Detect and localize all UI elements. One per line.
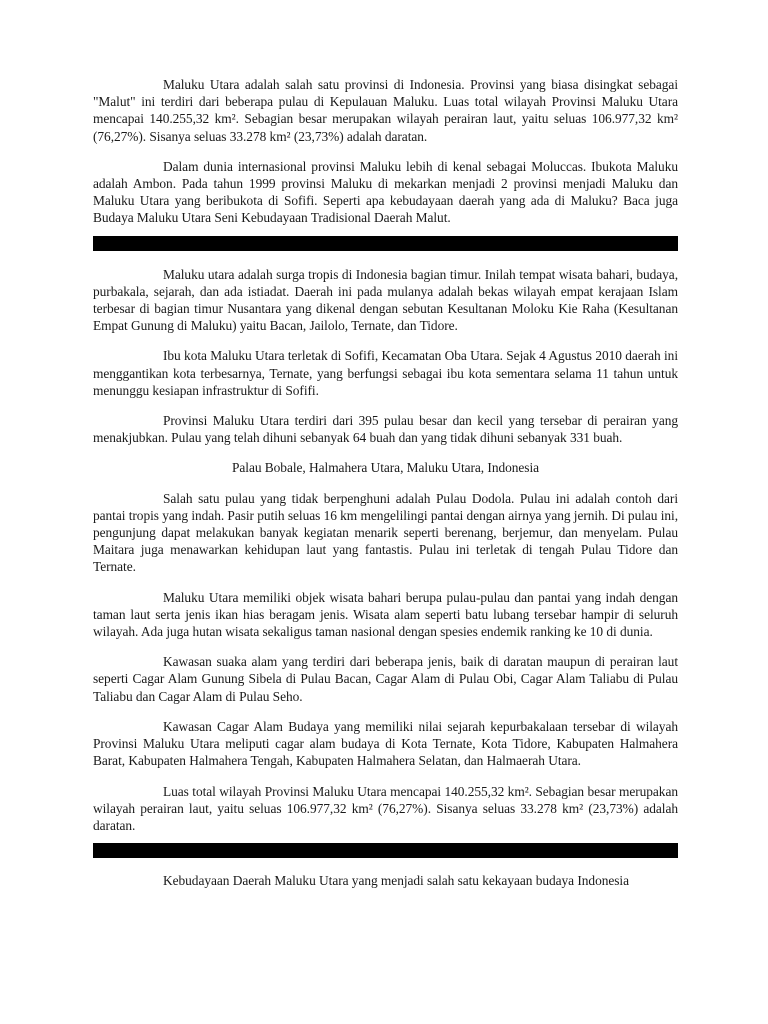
paragraph-marine-tourism: Maluku Utara memiliki objek wisata bahari berupa pulau-pulau dan pantai yang indah dengan taman laut serta jenis ikan hias beragam jenis. Wisata alam seperti batu lubang tersebar hampir di seluruh wilayah. Ada juga hutan wisata sekaligus taman nasional dengan spesies endemik ranking ke 10 di dunia. — [93, 589, 678, 640]
paragraph-capital: Ibu kota Maluku Utara terletak di Sofifi, Kecamatan Oba Utara. Sejak 4 Agustus 2010 daerah ini menggantikan kota terbesarnya, Ternate, yang berfungsi sebagai ibu kota sementara selama 11 tahun untuk menunggu kesiapan infrastruktur di Sofifi. — [93, 348, 678, 398]
paragraph-intro: Maluku Utara adalah salah satu provinsi di Indonesia. Provinsi yang biasa disingkat sebagai "Malut" ini terdiri dari beberapa pulau di Kepulauan Maluku. Luas total wilayah Provinsi Maluku Utara mencapai 140.255,32 km². Sebagian besar merupakan wilayah perairan laut, yaitu seluas 106.977,32 km² (76,27%). Sisanya seluas 33.278 km² (23,73%) adalah daratan. — [93, 77, 678, 144]
paragraph-area: Luas total wilayah Provinsi Maluku Utara mencapai 140.255,32 km². Sebagian besar merupakan wilayah perairan laut, yaitu seluas 106.977,32 km² (76,27%). Sisanya seluas 33.278 km² (23,73%) adalah daratan. — [93, 783, 678, 833]
redaction-bar — [93, 236, 678, 251]
paragraph-nature-reserve: Kawasan suaka alam yang terdiri dari beberapa jenis, baik di daratan maupun di perairan laut seperti Cagar Alam Gunung Sibela di Pulau Bacan, Cagar Alam di Pulau Obi, Cagar Alam Taliabu di Pulau Taliabu dan Cagar Alam di Pulau Seho. — [93, 654, 678, 704]
paragraph-cultural-reserve: Kawasan Cagar Alam Budaya yang memiliki nilai sejarah kepurbakalaan tersebar di wilayah Provinsi Maluku Utara meliputi cagar alam budaya di Kota Ternate, Kota Tidore, Kabupaten Halmahera Barat, Kabupaten Halmahera Tengah, Kabupaten Halmahera Selatan, dan Halmaerah Utara. — [93, 718, 678, 769]
paragraph-islands: Provinsi Maluku Utara terdiri dari 395 pulau besar dan kecil yang tersebar di perairan yang menakjubkan. Pulau yang telah dihuni sebanyak 64 buah dan yang tidak dihuni sebanyak 331 buah. — [93, 413, 678, 446]
image-caption: Palau Bobale, Halmahera Utara, Maluku Utara, Indonesia — [231, 460, 540, 476]
paragraph-dodola: Salah satu pulau yang tidak berpenghuni adalah Pulau Dodola. Pulau ini adalah contoh dari pantai tropis yang indah. Pasir putih seluas 16 km mengelilingi pantai dengan airnya yang jernih. Di pulau ini, pengunjung dapat melakukan banyak kegiatan menarik seperti berenang, berjemur, dan menyelam. Pulau Maitara juga menawarkan kehidupan laut yang fantastis. Pulau ini terletak di tengah Pulau Tidore dan Ternate. — [93, 490, 679, 575]
paragraph-tropical-paradise: Maluku utara adalah surga tropis di Indonesia bagian timur. Inilah tempat wisata bahari, budaya, purbakala, sejarah, dan ada istiadat. Daerah ini pada mulanya adalah bekas wilayah empat kerajaan Islam terbesar di bagian timur Nusantara yang dikenal dengan sebutan Kesultanan Moloku Kie Raha (Kesultanan Empat Gunung di Maluku) yaitu Bacan, Jailolo, Ternate, dan Tidore. — [93, 266, 678, 334]
paragraph-moluccas: Dalam dunia internasional provinsi Maluku lebih di kenal sebagai Moluccas. Ibukota Maluku adalah Ambon. Pada tahun 1999 provinsi Maluku di mekarkan menjadi 2 provinsi menjadi Maluku dan Maluku Utara yang beribukota di Sofifi. Seperti apa kebudayaan daerah yang ada di Maluku? Baca juga Budaya Maluku Utara Seni Kebudayaan Tradisional Daerah Malut. — [93, 158, 678, 226]
paragraph-culture: Kebudayaan Daerah Maluku Utara yang menjadi salah satu kekayaan budaya Indonesia — [163, 873, 629, 889]
document-page — [93, 76, 678, 889]
redaction-bar — [93, 843, 678, 858]
